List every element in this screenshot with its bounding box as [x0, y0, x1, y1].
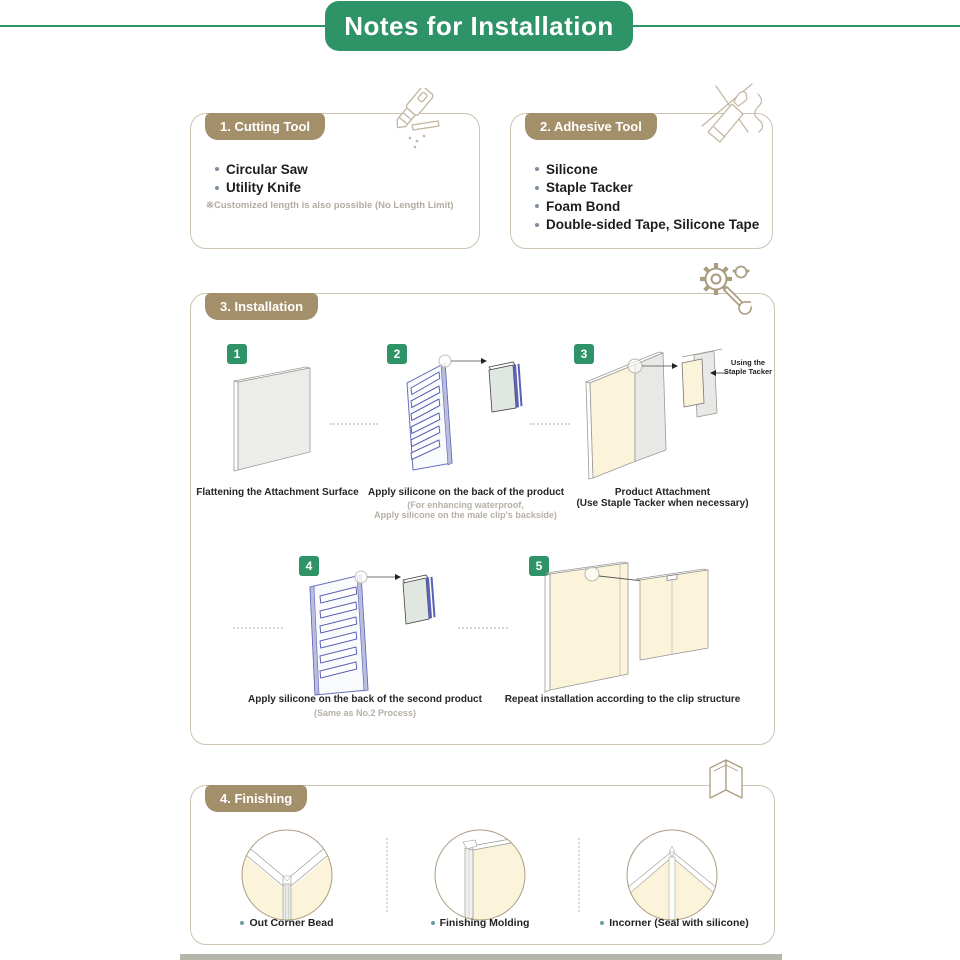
annotation-line: Staple Tacker — [723, 367, 773, 376]
annotation-line: Using the — [730, 358, 766, 367]
step-caption-1: Flattening the Attachment Surface — [196, 487, 359, 498]
finishing-caption-label: Finishing Molding — [439, 917, 530, 929]
bullet-icon — [535, 223, 539, 227]
section-label-cutting: 1. Cutting Tool — [205, 113, 325, 140]
finishing-caption-1 — [232, 917, 342, 929]
section-label-installation: 3. Installation — [205, 293, 318, 320]
corner-molding-icon — [698, 752, 754, 806]
step-caption-3b: (Use Staple Tacker when necessary) — [576, 498, 749, 509]
list-item — [535, 179, 759, 198]
dotted-separator — [330, 423, 378, 425]
dotted-separator — [530, 423, 570, 425]
dotted-separator — [233, 627, 283, 629]
step-note-2b: Apply silicone on the male clip's backside) — [374, 510, 557, 520]
step-caption-4: Apply silicone on the back of the second product — [248, 694, 482, 705]
cutting-note: ※Customized length is also possible (No Length Limit) — [206, 200, 454, 211]
step-caption-2: Apply silicone on the back of the product — [368, 487, 565, 498]
list-item — [215, 160, 308, 179]
dotted-separator — [386, 838, 388, 912]
list-item — [215, 179, 308, 198]
step-diagram-repeat — [535, 556, 715, 696]
section-label-adhesive: 2. Adhesive Tool — [525, 113, 657, 140]
bullet-icon — [535, 167, 539, 171]
list-item-label: Double-sided Tape, Silicone Tape — [546, 217, 760, 233]
step-diagram-silicone-second — [295, 555, 445, 700]
bullet-icon — [215, 167, 219, 171]
step-diagram-silicone-first — [395, 348, 530, 483]
dotted-separator — [458, 627, 508, 629]
finishing-diagram-molding — [433, 828, 527, 922]
adhesive-tool-list — [535, 160, 759, 234]
section-label-finishing: 4. Finishing — [205, 785, 307, 812]
cutting-tool-list — [215, 160, 308, 197]
page-title: Notes for Installation — [325, 1, 633, 51]
list-item-label: Silicone — [546, 161, 598, 177]
list-item — [535, 216, 759, 235]
step-badge-4: 4 — [299, 556, 319, 576]
bullet-icon — [535, 204, 539, 208]
finishing-caption-label: Incorner (Seal with silicone) — [609, 917, 749, 929]
step-badge-2: 2 — [387, 344, 407, 364]
bottom-bar — [180, 954, 782, 960]
finishing-caption-2 — [422, 917, 538, 929]
step-badge-1: 1 — [227, 344, 247, 364]
finishing-diagram-incorner — [625, 828, 719, 922]
step-caption-5: Repeat installation according to the clip structure — [504, 694, 741, 705]
step-badge-5: 5 — [529, 556, 549, 576]
bullet-icon — [600, 921, 604, 925]
list-item-label: Utility Knife — [226, 180, 302, 196]
list-item — [535, 197, 759, 216]
utility-knife-icon — [374, 88, 446, 154]
step-badge-3: 3 — [574, 344, 594, 364]
list-item-label: Staple Tacker — [546, 180, 633, 196]
finishing-caption-3 — [592, 917, 757, 929]
list-item — [535, 160, 759, 179]
gear-wrench-icon — [692, 258, 758, 322]
step-diagram-flattening — [228, 356, 338, 481]
step-caption-3: Product Attachment — [614, 487, 711, 498]
bullet-icon — [215, 186, 219, 190]
bullet-icon — [535, 186, 539, 190]
finishing-diagram-out-corner — [240, 828, 334, 922]
list-item-label: Foam Bond — [546, 198, 621, 214]
bullet-icon — [240, 921, 244, 925]
step-annotation — [722, 358, 774, 376]
list-item-label: Circular Saw — [226, 161, 308, 177]
bullet-icon — [431, 921, 435, 925]
step-note-4: (Same as No.2 Process) — [313, 708, 417, 718]
finishing-caption-label: Out Corner Bead — [249, 917, 334, 929]
step-note-2a: (For enhancing waterproof, — [407, 500, 524, 510]
silicone-tube-icon — [694, 82, 772, 152]
step-diagram-attachment — [578, 343, 728, 483]
dotted-separator — [578, 838, 580, 912]
